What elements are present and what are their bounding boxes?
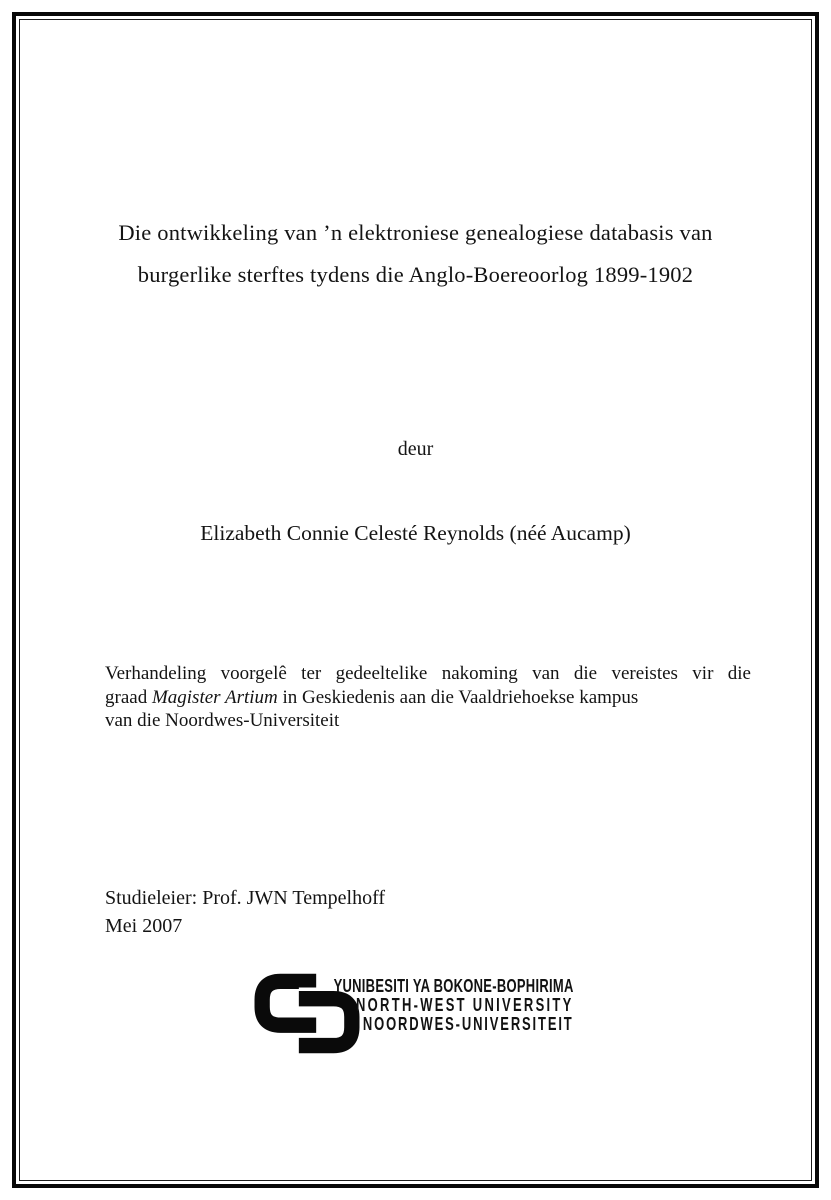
- supervisor-block: [105, 885, 385, 940]
- university-name-block: [318, 977, 574, 1034]
- university-name-setswana: YUNIBESITI YA BOKONE-BOPHIRIMA: [333, 976, 574, 996]
- thesis-title-line1: Die ontwikkeling van ’n elektroniese genealogiese databasis van: [118, 220, 713, 245]
- byline-label: deur: [397, 438, 434, 460]
- supervisor-line: Studieleier: Prof. JWN Tempelhoff: [105, 887, 386, 909]
- statement-line2: [105, 686, 751, 710]
- thesis-title-line2: burgerlike sterftes tydens die Anglo-Boereoorlog 1899-1902: [137, 261, 694, 287]
- date-line: Mei 2007: [105, 914, 183, 937]
- statement-line2-prefix: graad: [105, 686, 152, 708]
- university-name-english: NORTH-WEST UNIVERSITY: [356, 995, 574, 1015]
- thesis-title: [40, 212, 791, 295]
- submission-statement: [105, 662, 751, 733]
- degree-name: Magister Artium: [151, 686, 278, 708]
- statement-line1: Verhandeling voorgelê ter gedeeltelike nakoming van die vereistes vir die: [105, 663, 751, 684]
- university-name-afrikaans: NOORDWES-UNIVERSITEIT: [362, 1014, 574, 1034]
- statement-line2-suffix: in Geskiedenis aan die Vaaldriehoekse kampus: [277, 686, 639, 708]
- author-name: Elizabeth Connie Celesté Reynolds (néé Aucamp): [200, 521, 631, 545]
- statement-line3: van die Noordwes-Universiteit: [105, 710, 340, 731]
